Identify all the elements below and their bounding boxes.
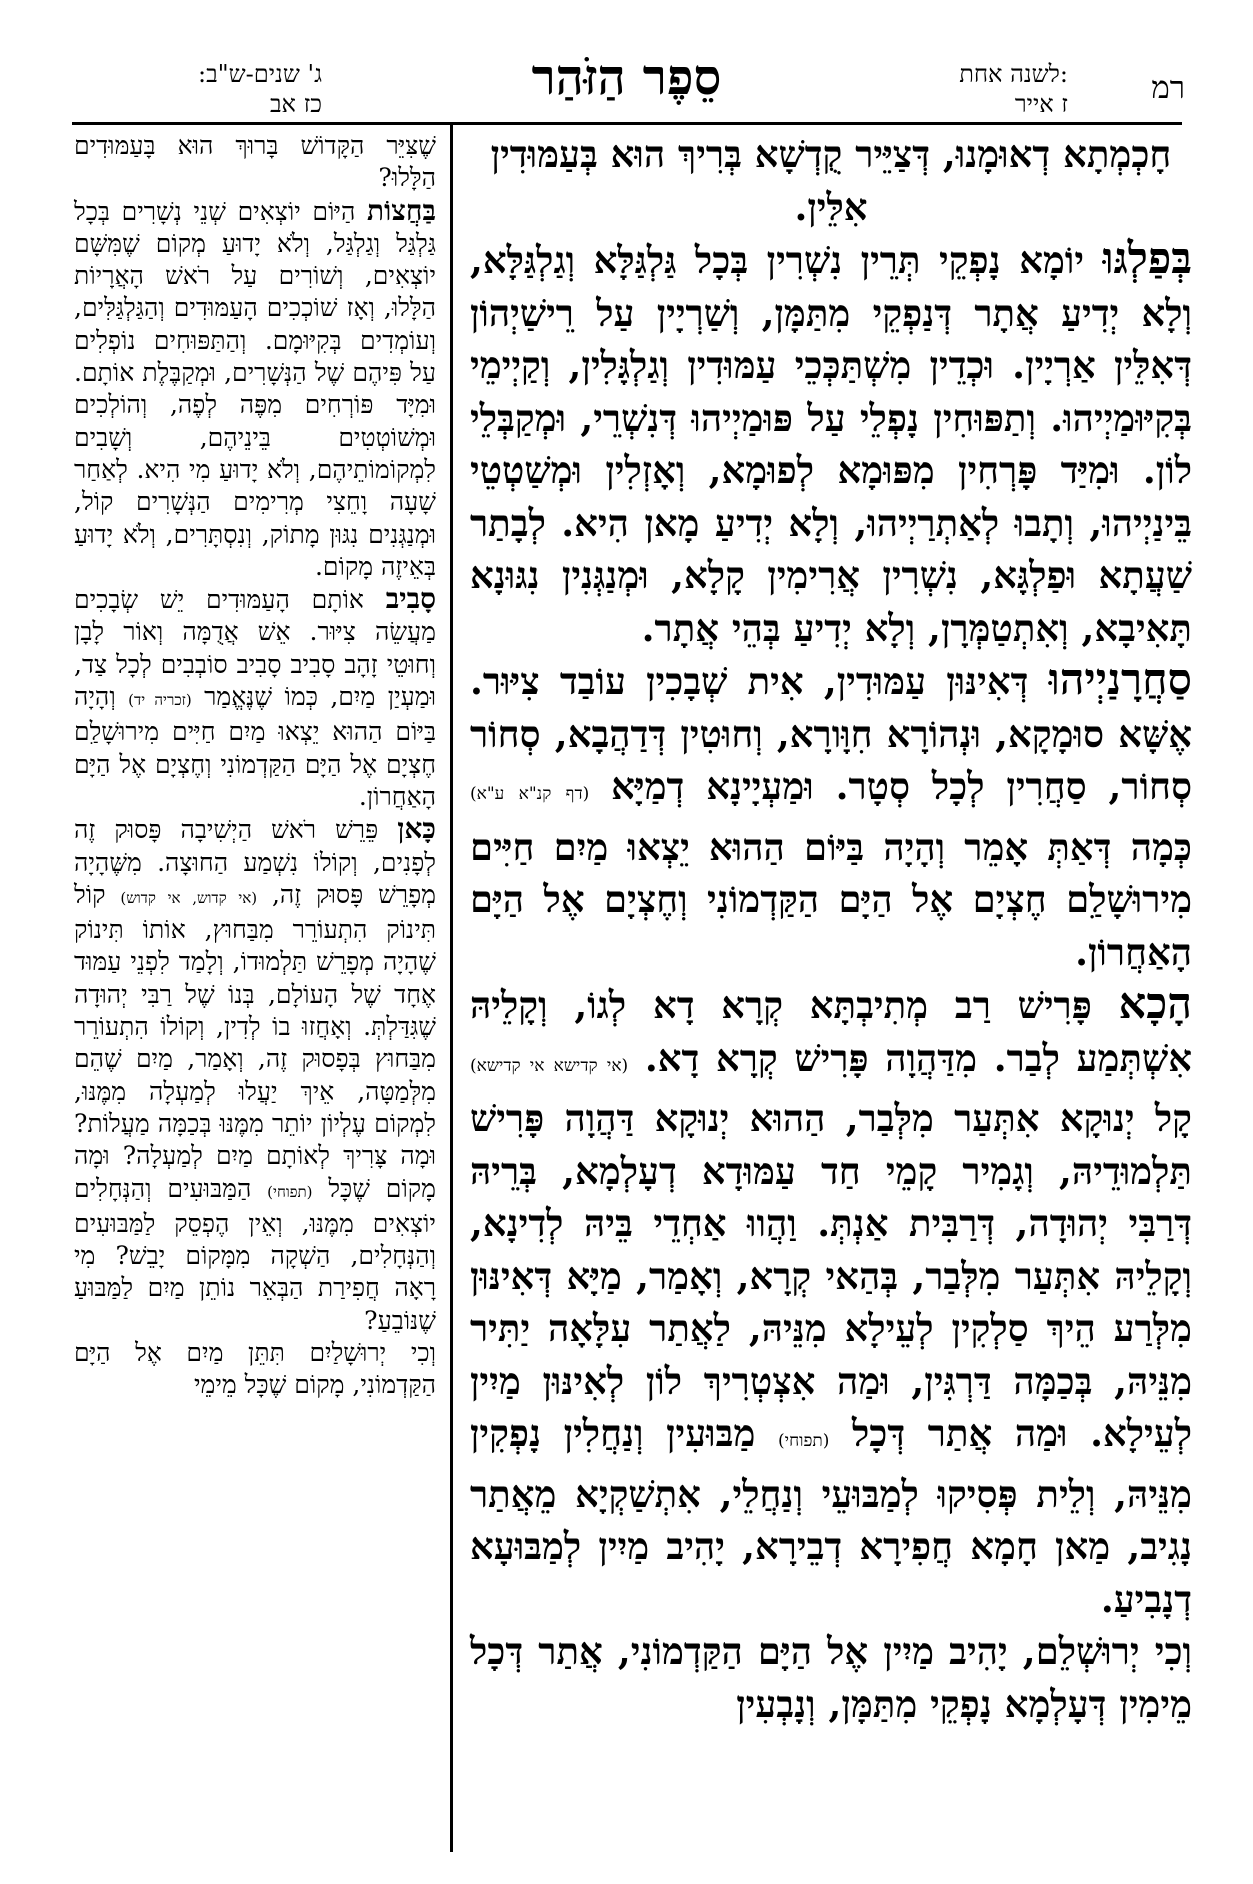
variant-note: (אי קדישא אי קדישא) <box>470 1055 629 1076</box>
aramaic-column <box>470 128 1192 1730</box>
source-note: (זכריה יד) <box>128 691 192 710</box>
header-schedule-line2: כז אב <box>269 90 322 118</box>
side-lead-word: סָבִיב <box>385 582 436 616</box>
variant-note: (תפוחי) <box>267 1182 313 1201</box>
side-paragraph-4 <box>74 813 436 1337</box>
main-text: כְּמָה דְּאַתְּ אָמֵר וְהָיָה בַּיּוֹם הַהוּא יֵצְאוּ מַיִם חַיִּים מִירוּשָׁלִַם חֶצְיָם אֶל הַיָּם הַקַּדְמוֹנִי וְחֶצְיָם אֶל הַיָּם הָאַחֲרוֹן. <box>470 824 1192 974</box>
side-paragraph-3 <box>74 583 436 813</box>
main-text: מַבּוּעִין וְנַחֲלִין נָפְקִין מִנֵּיהּ, וְלֵית פְּסִיקוּ לְמַבּוּעֵי וְנַחֲלֵי, אִתְשַׁקְיָא מֵאֲתַר נָגִיב, מַאן חָמָא חֲפִירָא דְבֵירָא, יָהִיב מַיִין לְמַבּוּעָא דְנָבִיעַ. <box>470 1411 1192 1621</box>
side-text: פֵּרֵשׁ רֹאשׁ הַיְשִׁיבָה פָּסוּק זֶה לְפָנִים, וְקוֹלוֹ נִשְׁמַע הַחוּצָה. מִשֶּׁהָיָה מְפָרֵשׁ פָּסוּק זֶה, <box>74 815 436 909</box>
page-header <box>0 0 1253 125</box>
side-paragraph-2 <box>74 195 436 584</box>
hebrew-translation-column <box>74 130 436 1402</box>
header-date-line1: לשנה אחת: <box>959 60 1068 88</box>
side-text: הַיּוֹם יוֹצְאִים שְׁנֵי נְשָׁרִים בְּכָל גַּלְגַּל וְגַלְגַּל, וְלֹא יָדוּעַ מְקוֹם שֶׁמִּשָּׁם יוֹצְאִים, וְשׁוֹרִים עַל רֹאשׁ הָאֲרָיוֹת הַלָּלוּ, וְאָז שׁוֹכְכִים הָעַמּוּדִים וְהַגַּלְגַּלִּים, וְעוֹמְדִים בְּקִיּוּמָם. וְהַתַּפּוּחִים נוֹפְלִים עַל פִּיהֶם שֶׁל הַנְּשָׁרִים, וּמְקַבֶּלֶת אוֹתָם. וּמִיָּד פּוֹרְחִים מִפֶּה לְפֶה, וְהוֹלְכִים וּמְשׁוֹטְטִים בֵּינֵיהֶם, וְשָׁבִים לִמְקוֹמוֹתֵיהֶם, וְלֹא יָדוּעַ מִי הִיא. לְאַחַר שָׁעָה וָחֵצִי מְרִימִים הַנְּשָׁרִים קוֹל, וּמְנַגְּנִים נִגּוּן מָתוֹק, וְנִסְתָּרִים, וְלֹא יָדוּעַ בְּאֵיזֶה מָקוֹם. <box>74 196 436 581</box>
side-paragraph-5: וְכִי יְרוּשָׁלַיִם תִּתֵּן מַיִם אֶל הַיָּם הַקַּדְמוֹנִי, מָקוֹם שֶׁכָּל מֵימֵי <box>74 1337 436 1400</box>
header-date-line2: ז אייר <box>1014 90 1068 118</box>
side-lead-word: כָּאן <box>397 812 436 846</box>
main-text: יוֹמָא נָפְקֵי תְּרֵין נִשְׁרִין בְּכָל גַּלְגַּלָּא וְגַלְגַּלָּא, וְלָא יְדִיעַ אֲתָר דְּנַפְקֵי מִתַּמָּן, וְשַׁרְיָין עַל רֵישַׁיְהוֹן דְּאִלֵּין אַרְיָין. וּכְדֵין מִשְׁתַּכְּכֵי עַמּוּדִין וְגַלְגָּלִין, וְקַיְימֵי בְּקִיּוּמַיְיהוּ. וְתַפּוּחִין נָפְלֵי עַל פּוּמַיְיהוּ דְּנִשְׁרֵי, וּמְקַבְּלֵי לוֹן. וּמִיַּד פָּרְחִין מִפּוּמָא לְפוּמָא, וְאָזְלִין וּמְשַׁטְטֵי בֵּינַיְיהוּ, וְתָבוּ לְאַתְרַיְיהוּ, וְלָא יְדִיעַ מָאן הִיא. לְבָתַר שַׁעֲתָא וּפַלְגָּא, נִשְׁרִין אֲרִימִין קָלָא, וּמְנַגְּנִין נִגּוּנָא תָּאִיבָא, וְאִתְטַמְּרָן, וְלָא יְדִיעַ בְּהֵי אֲתָר. <box>470 238 1192 650</box>
main-lead-word: בְּפַלְגּוּ <box>1102 234 1192 284</box>
side-paragraph-1: שֶׁצִּיֵּר הַקָּדוֹשׁ בָּרוּךְ הוּא בָּעַמּוּדִים הַלָּלוּ? <box>74 131 436 193</box>
header-rule <box>72 122 1182 125</box>
column-divider <box>450 125 453 1852</box>
side-text: וְהָיָה בַּיּוֹם הַהוּא יֵצְאוּ מַיִם חַיִּים מִירוּשָׁלִַם חֶצְיָם אֶל הַיָּם הַקַּדְמוֹנִי וְחֶצְיָם אֶל הַיָּם הָאַחֲרוֹן. <box>74 682 436 811</box>
side-text: הַמַּבּוּעִים וְהַנְּחָלִים יוֹצְאִים מִמֶּנּוּ, וְאֵין הֶפְסֵק לַמַּבּוּעִים וְהַנְּחָלִים, הַשְׁקָה מִמָּקוֹם יָבֵשׁ? מִי רָאָה חֲפִירַת הַבְּאֵר נוֹתֵן מַיִם לַמַּבּוּעַ שֶׁנּוֹבֵעַ? <box>74 1173 436 1335</box>
main-text: דְּאִינּוּן עַמּוּדִין, אִית שְׁבָכִין עוֹבַד צִיּוּר. אֶשָּׁא סוּמָקָא, וּנְהוֹרָא חִוָּורָא, וְחוּטִין דְּדַהֲבָא, סְחוֹר סְחוֹר, סַחֲרִין לְכָל סְטָר. וּמַעְיָינָא דְמַיָּא <box>470 659 1192 808</box>
side-text: אוֹתָם הָעַמּוּדִים יֵשׁ שְׂבָכִים מַעֲשֵׂה צִיּוּר. אֵשׁ אֲדֻמָּה וְאוֹר לָבָן וְחוּטֵי זָהָב סָבִיב סָבִיב סוֹבְבִים לְכָל צַד, וּמַעְיַן מַיִם, כְּמוֹ שֶׁנֶּאֱמַר <box>74 585 437 712</box>
main-paragraph-1: חָכְמְתָא דְאוּמָנוּ, דְּצַיֵּיר קֻדְשָׁא בְּרִיךְ הוּא בְּעַמּוּדִין אִלֵּין. <box>490 132 1172 229</box>
main-text: קָל יְנוּקָא אִתְּעַר מִלְּבַר, הַהוּא יְנוּקָא דַּהֲוָה פָּרִישׁ תַּלְמוּדֵיהּ, וְגָמִיר קָמֵי חַד עַמּוּדָא דְעָלְמָא, בְּרֵיהּ דְּרַבִּי יְהוּדָה, דְּרַבִּית אַנְתְּ. וַהֲווּ אַחְדֵי בֵּיהּ לְדִינָא, וְקָלֵיהּ אִתְּעַר מִלְּבַר, בְּהַאי קְרָא, וְאָמַר, מַיָּא דְּאִינּוּן מִלְּרַע הֵיךְ סַלְקִין לְעֵילָא מִנֵּיהּ, לַאֲתַר עִלָּאָה יַתִּיר מִנֵּיהּ, בְּכַמָּה דַּרְגִּין, וּמַה אִצְטְרִיךְ לוֹן לְאִינּוּן מַיִין לְעֵילָא. וּמַה אֲתַר דְּכָל <box>470 1096 1193 1455</box>
main-paragraph-5: וְכִי יְרוּשְׁלֵם, יָהִיב מַיִין אֶל הַיָּם הַקַּדְמוֹנִי, אֲתַר דְּכָל מֵימִין דְּעָלְמָא נָפְקֵי מִתַּמָּן, וְנָבְעִין <box>470 1629 1192 1726</box>
main-paragraph-2 <box>470 233 1192 654</box>
variant-note: (אי קדוש, אי קדוש) <box>120 888 258 907</box>
variant-note: (תפוחי) <box>777 1431 830 1451</box>
main-lead-word: הָכָא <box>1118 979 1192 1029</box>
page-title: סֵפֶר הַזֹּהַר <box>531 48 722 106</box>
header-schedule-line1: ג' שנים-ש"ב: <box>197 60 322 88</box>
main-paragraph-4 <box>470 978 1192 1625</box>
page-number: רמ <box>1151 70 1185 106</box>
main-paragraph-3 <box>470 654 1192 978</box>
main-lead-word: סַחֲרָנַיְיהוּ <box>1048 655 1192 705</box>
side-lead-word: בַּחֲצוֹת <box>367 193 436 227</box>
side-text: קוֹל תִּינוֹק הִתְעוֹרֵר מִבַּחוּץ, אוֹתוֹ תִּינוֹק שֶׁהָיָה מְפָרֵשׁ תַּלְמוּדוֹ, וְלָמַד לִפְנֵי עַמּוּד אֶחָד שֶׁל הָעוֹלָם, בְּנוֹ שֶׁל רַבִּי יְהוּדָה שֶׁגִּדַּלְתְּ. וְאָחֲזוּ בוֹ לְדִין, וְקוֹלוֹ הִתְעוֹרֵר מִבַּחוּץ בְּפָסוּק זֶה, וְאָמַר, מַיִם שֶׁהֵם מִלְּמַטָּה, אֵיךְ יַעֲלוּ לְמַעְלָה מִמֶּנּוּ, לִמְקוֹם עֶלְיוֹן יוֹתֵר מִמֶּנּוּ בְּכַמָּה מַעֲלוֹת? וּמָה צָּרִיךְ לְאוֹתָם מַיִם לְמַעְלָה? וּמָה מָקוֹם שֶׁכָּל <box>74 879 436 1203</box>
main-text: פָּרִישׁ רַב מְתִיבְתָּא קְרָא דָא לְגוֹ, וְקָלֵיהּ אִשְׁתְּמַע לְבַר. מִדַּהֲוָה פָּרִישׁ קְרָא דָא. <box>470 983 1192 1080</box>
page-reference-note: (דף קנ"א ע"א) <box>470 784 590 804</box>
